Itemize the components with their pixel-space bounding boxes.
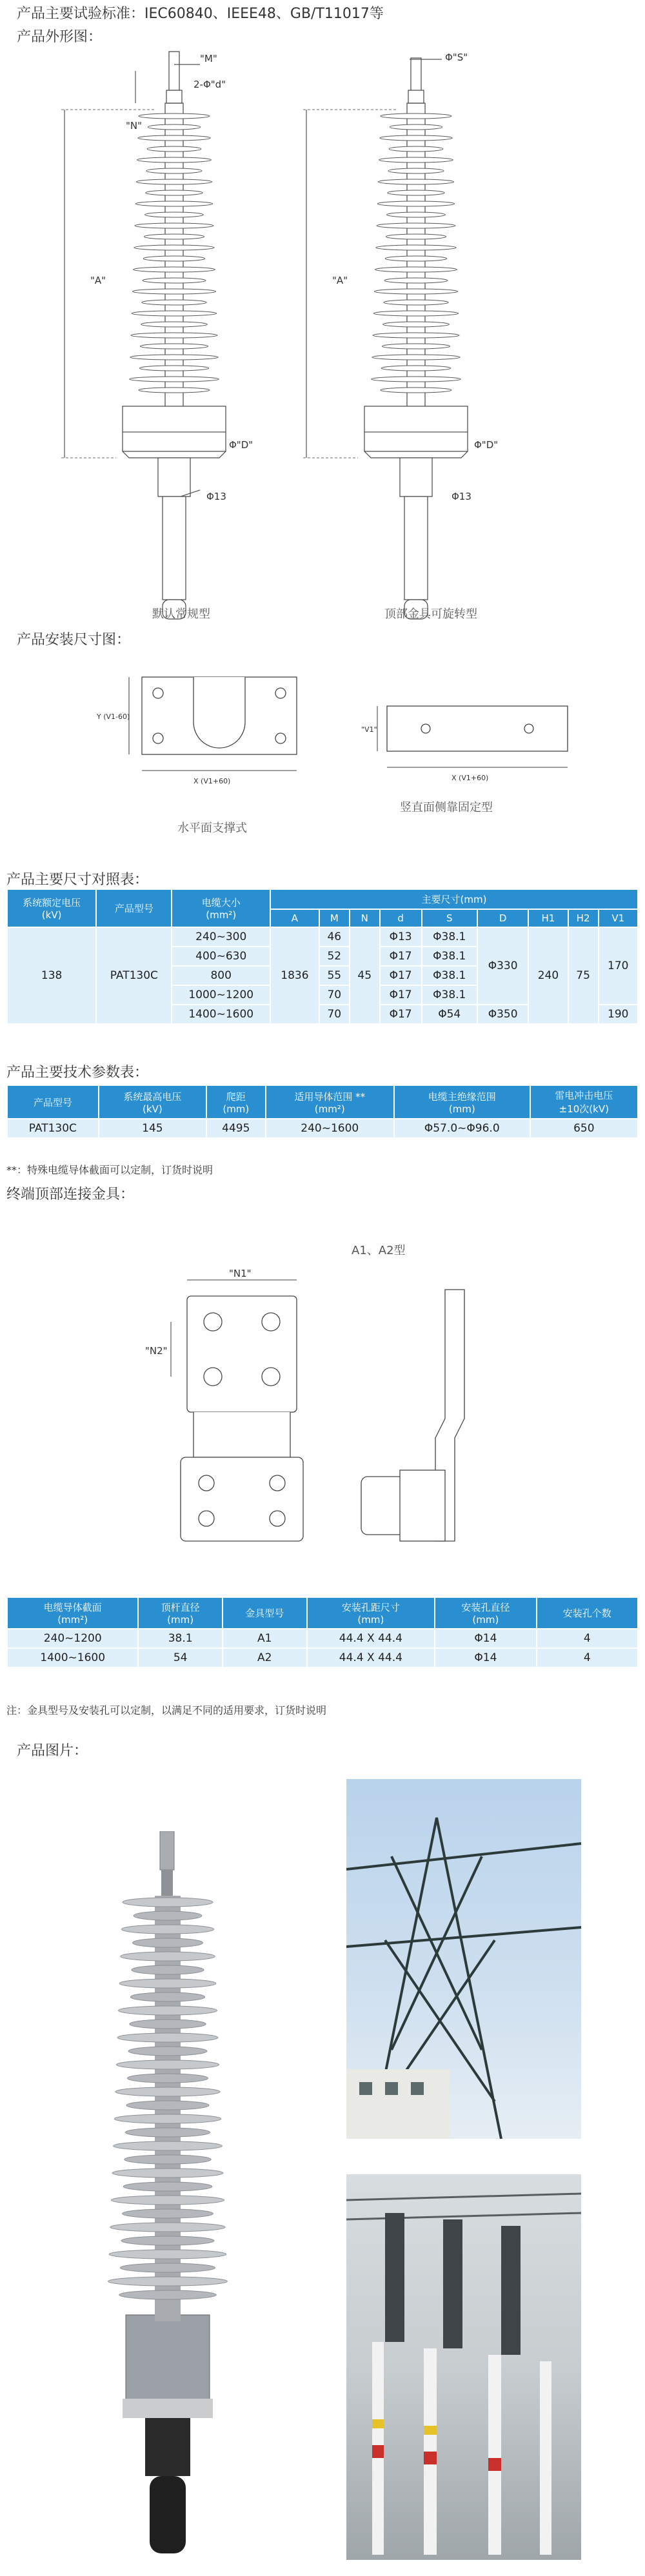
cell-cable: 1400~1600 <box>172 1005 270 1023</box>
insulator-shed <box>145 212 204 217</box>
fit-cell: 4 <box>537 1649 637 1667</box>
tech-col: 系统最高电压 (kV) <box>99 1086 206 1118</box>
cell-s: Φ38.1 <box>422 967 477 985</box>
insulator-shed <box>379 157 453 162</box>
dim-hole-left: Φ13 <box>206 491 226 502</box>
cell-m: 55 <box>320 967 349 985</box>
photo-shed <box>125 2128 210 2137</box>
insulator-shed <box>141 322 208 327</box>
cell-a: 1836 <box>271 928 319 1023</box>
dim-d-left: Φ"D" <box>229 439 253 451</box>
photo-shed <box>133 1938 203 1947</box>
mounting-left-caption: 水平面支撑式 <box>177 821 247 835</box>
tech-col: 雷电冲击电压 ±10次(kV) <box>531 1086 637 1118</box>
photo-shed <box>108 2277 228 2286</box>
standards-line: 产品主要试验标准：IEC60840、IEEE48、GB/T11017等 <box>17 6 384 22</box>
cell-s: Φ54 <box>422 1005 477 1023</box>
fit-cell: 38.1 <box>139 1629 222 1647</box>
insulator-shed <box>139 388 210 393</box>
dim-a-right: "A" <box>332 275 348 286</box>
cell-v1: 190 <box>599 1005 637 1023</box>
dim-s: Φ"S" <box>445 52 468 63</box>
insulator-shed <box>134 267 215 272</box>
tech-cell: 650 <box>531 1119 637 1137</box>
insulator-shed <box>134 245 214 250</box>
col-dd: D <box>478 910 528 927</box>
col-voltage: 系统额定电压 (kV) <box>8 890 95 927</box>
dim-d-right: Φ"D" <box>474 439 499 451</box>
insulator-shed <box>373 333 459 338</box>
product-photo <box>90 1831 258 2560</box>
tech-col: 适用导体范围 ** (mm²) <box>266 1086 393 1118</box>
insulator-shed <box>372 377 461 382</box>
photo-shed <box>119 1979 216 1988</box>
tech-cell: Φ57.0~Φ96.0 <box>395 1119 530 1137</box>
photo-shed <box>128 2047 207 2056</box>
dimension-table-title: 产品主要尺寸对照表： <box>6 872 149 888</box>
fit-cell: 54 <box>139 1649 222 1667</box>
photo-shed <box>114 2141 223 2150</box>
fit-cell: A2 <box>223 1649 306 1667</box>
fittings-type-label: A1、A2型 <box>352 1244 406 1257</box>
fit-col: 安装孔直径 (mm) <box>435 1598 535 1628</box>
cell-model: PAT130C <box>97 928 171 1023</box>
photo-shed <box>121 2236 214 2245</box>
cell-dd: Φ350 <box>478 1005 528 1023</box>
insulator-shed <box>146 168 202 173</box>
table-row <box>8 1649 637 1667</box>
substation-photo <box>346 2174 581 2560</box>
fit-cell: 44.4 X 44.4 <box>308 1649 435 1667</box>
photo-shed <box>126 2101 209 2110</box>
outline-left-caption: 默认常规型 <box>152 607 210 621</box>
cell-cable: 800 <box>172 967 270 985</box>
insulator-shed <box>388 190 444 195</box>
insulator-shed <box>390 124 442 130</box>
cell-d: Φ17 <box>381 1005 421 1023</box>
photo-shed <box>119 2006 217 2015</box>
cell-h1: 240 <box>529 928 567 1023</box>
photo-shed <box>110 2223 225 2232</box>
photo-shed <box>116 2060 219 2069</box>
dim-d: 2-Φ"d" <box>194 79 226 90</box>
cell-d: Φ13 <box>381 928 421 946</box>
photo-shed <box>123 2209 213 2218</box>
insulator-shed <box>378 179 453 184</box>
cell-v1: 170 <box>599 928 637 1004</box>
photo-shed <box>117 2033 218 2042</box>
fitting-dim-n1: "N1" <box>229 1268 252 1279</box>
insulator-shed <box>382 344 450 349</box>
col-main-dims: 主要尺寸(mm) <box>271 890 637 909</box>
fit-cell: 1400~1600 <box>8 1649 137 1667</box>
photo-shed <box>111 2196 224 2205</box>
fittings-note: 注：金具型号及安装孔可以定制，以满足不同的适用要求，订货时说明 <box>6 1704 327 1716</box>
fit-col: 电缆导体截面 (mm²) <box>8 1598 137 1628</box>
fit-cell: 4 <box>537 1629 637 1647</box>
cell-m: 46 <box>320 928 349 946</box>
col-n: N <box>350 910 379 927</box>
insulator-shed <box>381 366 451 371</box>
outline-title: 产品外形图： <box>17 29 103 45</box>
fit-cell: 44.4 X 44.4 <box>308 1629 435 1647</box>
fitting-dim-n2: "N2" <box>145 1345 168 1357</box>
insulator-shed <box>384 278 448 283</box>
dim-m: "M" <box>200 53 217 64</box>
cell-m: 52 <box>320 947 349 965</box>
cell-m: 70 <box>320 1005 349 1023</box>
dim-n: "N" <box>126 120 143 132</box>
fit-cell: Φ14 <box>435 1629 535 1647</box>
insulator-shed <box>146 190 203 195</box>
cell-dd: Φ330 <box>478 928 528 1004</box>
insulator-shed <box>140 344 208 349</box>
fittings-title: 终端顶部连接金具： <box>6 1186 135 1203</box>
insulator-shed <box>374 289 457 294</box>
insulator-shed <box>131 333 217 338</box>
cell-cable: 400~630 <box>172 947 270 965</box>
table-row <box>8 1119 637 1137</box>
mount-dim-l: X (V1+60) <box>452 774 489 782</box>
photo-shed <box>123 2182 212 2191</box>
tower-photo <box>346 1779 581 2139</box>
col-v1: V1 <box>599 910 637 927</box>
tech-cell: 4495 <box>207 1119 265 1137</box>
insulator-shed <box>148 124 200 130</box>
col-s: S <box>422 910 477 927</box>
insulator-shed <box>381 113 452 119</box>
cell-d: Φ17 <box>381 986 421 1004</box>
insulator-shed <box>132 289 215 294</box>
insulator-shed <box>384 300 448 305</box>
fit-cell: 240~1200 <box>8 1629 137 1647</box>
photo-shed <box>120 2263 215 2272</box>
photo-shed <box>132 1965 204 1974</box>
insulator-shed <box>377 223 455 228</box>
insulator-shed <box>138 135 210 141</box>
insulator-shed <box>136 179 212 184</box>
tech-note: **：特殊电缆导体截面可以定制，订货时说明 <box>6 1164 213 1176</box>
photos-title: 产品图片： <box>17 1743 88 1759</box>
outline-right-caption: 顶部金具可旋转型 <box>384 607 477 621</box>
insulator-shed <box>143 278 206 283</box>
cell-n: 45 <box>350 928 379 1023</box>
insulator-shed <box>383 322 450 327</box>
tech-table <box>6 1085 639 1139</box>
dimension-table <box>6 889 639 1025</box>
insulator-shed <box>385 256 447 261</box>
mounting-title: 产品安装尺寸图： <box>17 632 131 648</box>
dim-hole-right: Φ13 <box>452 491 471 502</box>
photo-shed <box>121 1925 213 1934</box>
col-a: A <box>271 910 319 927</box>
insulator-shed <box>147 146 201 152</box>
fit-cell: A1 <box>223 1629 306 1647</box>
tech-col: 产品型号 <box>8 1086 98 1118</box>
dim-a-left: "A" <box>90 275 106 286</box>
insulator-shed <box>388 168 444 173</box>
col-h1: H1 <box>529 910 567 927</box>
insulator-shed <box>376 245 456 250</box>
insulator-shed <box>386 234 446 239</box>
photo-shed <box>130 1992 204 2001</box>
photo-shed <box>130 2020 206 2029</box>
photo-shed <box>119 2290 216 2299</box>
mount-dim-v1: "V1" <box>361 725 377 734</box>
col-h2: H2 <box>569 910 598 927</box>
tech-table-title: 产品主要技术参数表： <box>6 1065 149 1081</box>
table-row <box>8 1629 637 1647</box>
insulator-shed <box>130 377 219 382</box>
mount-dim-x: X (V1+60) <box>194 777 231 785</box>
mounting-drawing <box>0 664 645 812</box>
insulator-shed <box>372 355 460 360</box>
photo-shed <box>112 2168 223 2178</box>
table-row <box>8 928 637 946</box>
tech-cell: 145 <box>99 1119 206 1137</box>
cell-s: Φ38.1 <box>422 947 477 965</box>
insulator-shed <box>135 223 213 228</box>
fittings-table <box>6 1597 639 1668</box>
photo-shed <box>123 1898 213 1907</box>
photo-shed <box>114 2114 221 2123</box>
insulator-shed <box>387 212 446 217</box>
cell-s: Φ38.1 <box>422 986 477 1004</box>
outline-drawing <box>0 45 645 625</box>
col-model: 产品型号 <box>97 890 171 927</box>
mounting-right-caption: 竖直面侧靠固定型 <box>400 801 493 814</box>
photo-shed <box>109 2250 226 2259</box>
tech-cell: PAT130C <box>8 1119 98 1137</box>
photo-shed <box>134 1911 202 1920</box>
cell-cable: 240~300 <box>172 928 270 946</box>
insulator-shed <box>373 311 459 316</box>
insulator-shed <box>132 311 217 316</box>
fit-col: 安装孔距尺寸 (mm) <box>308 1598 435 1628</box>
fit-cell: Φ14 <box>435 1649 535 1667</box>
insulator-shed <box>144 234 204 239</box>
mount-dim-y: Y (V1-60) <box>97 713 130 721</box>
photo-shed <box>124 2155 211 2164</box>
insulator-shed <box>139 366 209 371</box>
fit-col: 顶杆直径 (mm) <box>139 1598 222 1628</box>
insulator-shed <box>377 201 455 206</box>
insulator-shed <box>130 355 218 360</box>
tech-cell: 240~1600 <box>266 1119 393 1137</box>
insulator-shed <box>380 135 452 141</box>
fit-col: 金具型号 <box>223 1598 306 1628</box>
insulator-shed <box>143 256 205 261</box>
cell-cable: 1000~1200 <box>172 986 270 1004</box>
fit-col: 安装孔个数 <box>537 1598 637 1628</box>
insulator-shed <box>137 157 212 162</box>
tech-col: 电缆主绝缘范围 (mm) <box>395 1086 530 1118</box>
insulator-shed <box>375 267 457 272</box>
cell-d: Φ17 <box>381 967 421 985</box>
insulator-shed <box>135 201 213 206</box>
col-d: d <box>381 910 421 927</box>
cell-h2: 75 <box>569 928 598 1023</box>
insulator-shed <box>389 146 443 152</box>
photo-shed <box>121 1952 215 1961</box>
tech-col: 爬距 (mm) <box>207 1086 265 1118</box>
photo-shed <box>128 2074 208 2083</box>
fittings-drawing <box>0 1264 645 1548</box>
col-m: M <box>320 910 349 927</box>
insulator-shed <box>142 300 206 305</box>
insulator-shed <box>139 113 210 119</box>
cell-voltage: 138 <box>8 928 95 1023</box>
insulator-shed <box>381 388 452 393</box>
photo-shed <box>115 2087 220 2096</box>
cell-s: Φ38.1 <box>422 928 477 946</box>
cell-d: Φ17 <box>381 947 421 965</box>
cell-m: 70 <box>320 986 349 1004</box>
col-cable: 电缆大小 (mm²) <box>172 890 270 927</box>
